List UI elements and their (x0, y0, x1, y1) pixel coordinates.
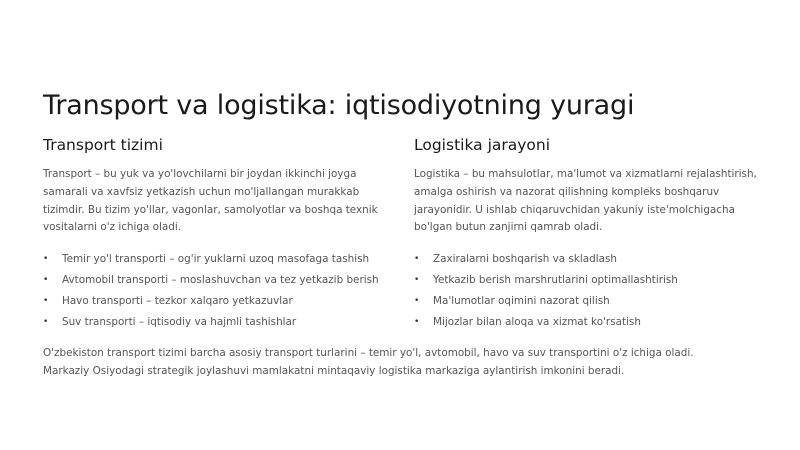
list-item-text: Avtomobil transporti – moslashuvchan va tez yetkazib berish (62, 274, 379, 287)
list-item-text: Suv transporti – iqtisodiy va hajmli tashishlar (62, 316, 297, 329)
list-item (414, 312, 774, 333)
list-item (43, 270, 383, 291)
list-item (414, 291, 774, 312)
list-item-text: Mijozlar bilan aloqa va xizmat ko'rsatish (433, 316, 641, 329)
transport-system-heading: Transport tizimi (43, 136, 163, 154)
list-item-text: Zaxiralarni boshqarish va skladlash (433, 253, 618, 266)
bullet-icon: • (43, 275, 49, 286)
list-item-text: Yetkazib berish marshrutlarini optimallashtirish (433, 274, 678, 287)
list-item (43, 312, 383, 333)
bullet-icon: • (43, 254, 49, 265)
logistics-tasks-list (414, 249, 774, 333)
slide-title: Transport va logistika: iqtisodiyotning yuragi (43, 90, 635, 122)
list-item (43, 291, 383, 312)
logistics-process-column (414, 136, 774, 333)
summary-paragraph: O'zbekiston transport tizimi barcha asosiy transport turlarini – temir yo'l, avtomobil, havo va suv transportini o'z ichiga oladi. Markaziy Osiyodagi strategik joylashuvi mamlakatni mintaqaviy logistika markaziga aylantirish imkonini beradi. (43, 347, 694, 377)
list-item-text: Havo transporti – tezkor xalqaro yetkazuvlar (62, 295, 293, 308)
bullet-icon: • (414, 296, 420, 307)
bullet-icon: • (414, 254, 420, 265)
list-item-text: Ma'lumotlar oqimini nazorat qilish (433, 295, 610, 308)
bullet-icon: • (414, 275, 420, 286)
bullet-icon: • (43, 317, 49, 328)
transport-system-paragraph: Transport – bu yuk va yo'lovchilarni bir joydan ikkinchi joyga samarali va xavfsiz yetkazish uchun mo'ljallangan murakkab tizimdir. Bu tizim yo'llar, vagonlar, samolyotlar va boshqa texnik vositalarni o'z ichiga oladi. (43, 168, 378, 234)
bullet-icon: • (414, 317, 420, 328)
list-item (414, 249, 774, 270)
list-item (414, 270, 774, 291)
logistics-process-heading: Logistika jarayoni (414, 136, 551, 154)
list-item-text: Temir yo'l transporti – og'ir yuklarni uzoq masofaga tashish (62, 253, 370, 266)
transport-types-list (43, 249, 383, 333)
list-item (43, 249, 383, 270)
logistics-process-paragraph: Logistika – bu mahsulotlar, ma'lumot va xizmatlarni rejalashtirish, amalga oshirish va nazorat qilishning kompleks boshqaruv jarayonidir. U ishlab chiqaruvchidan yakuniy iste'molchigacha bo'lgan butun zanjirni qamrab oladi. (414, 168, 757, 234)
bullet-icon: • (43, 296, 49, 307)
transport-system-column (43, 136, 383, 333)
